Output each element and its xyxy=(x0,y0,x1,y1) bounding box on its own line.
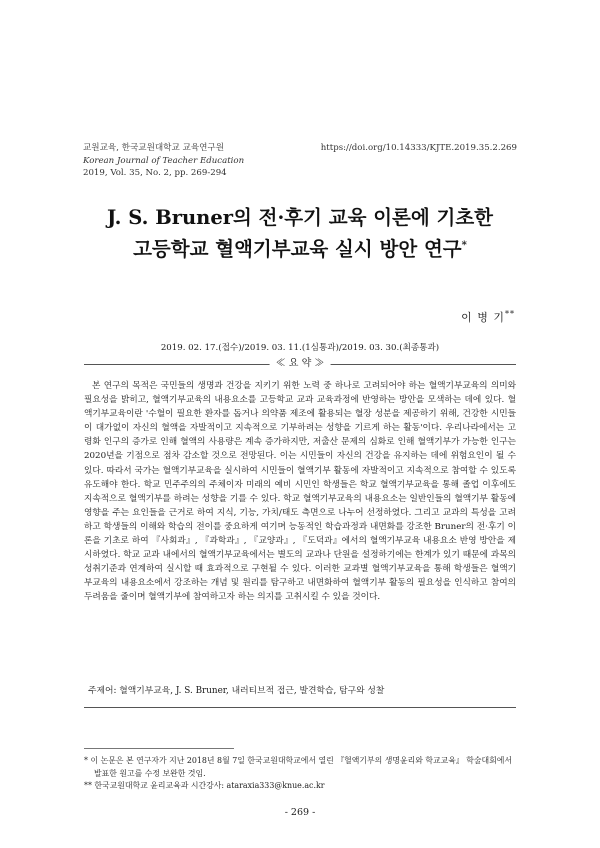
doi-link[interactable]: https://doi.org/10.14333/KJTE.2019.35.2.269 xyxy=(320,143,517,153)
publisher: 교원교육, 한국교원대학교 교육연구원 xyxy=(83,143,225,153)
title-footnote-marker: * xyxy=(461,240,467,251)
title-line-2-text: 고등학교 혈액기부교육 실시 방안 연구 xyxy=(133,237,462,261)
paper-title xyxy=(50,204,550,264)
footnote-2: ** 한국교원대학교 윤리교육과 시간강사: ataraxia333@knue.ac.kr xyxy=(84,781,325,790)
submission-dates: 2019. 02. 17.(접수)/2019. 03. 11.(1심통과)/2019. 03. 30.(최종통과) xyxy=(160,343,440,353)
abstract-bottom-rule xyxy=(84,707,516,708)
footnote-separator xyxy=(84,748,234,749)
journal-header xyxy=(83,142,517,180)
footnotes xyxy=(84,755,516,793)
journal-name-en: Korean Journal of Teacher Education xyxy=(83,155,245,166)
author xyxy=(461,309,515,325)
abstract-heading xyxy=(84,355,516,373)
page-number: - 269 - xyxy=(284,807,316,818)
title-line-1: J. S. Bruner의 전·후기 교육 이론에 기초한 xyxy=(106,206,494,229)
abstract-body: 본 연구의 목적은 국민들의 생명과 건강을 지키기 위한 노력 중 하나로 고려되어야 하는 혈액기부교육의 의미와 필요성을 밝히고, 혈액기부교육의 내용요소를 고등학교 교과 교육과정에 반영하는 방안을 모색하는 데에 있다. 혈액기부교육이란 '수혈이 필요한 환자를 돕거나 의약품 제조에 활용되는 혈장 성분을 제공하기 위해, 건강한 시민들이 대가없이 자신의 혈액을 자발적이고 지속적으로 기부하려는 성향을 기르게 하는 활동'이다. 우리나라에서는 고령화 인구의 증가로 인해 혈액의 사용량은 계속 증가하지만, 저출산 문제의 심화로 인해 혈액기부가 가능한 인구는 2020년을 기점으로 점차 감소할 것으로 전망된다. 이는 시민들이 자신의 건강을 유지하는 데에 위험요인이 될 수 있다. 따라서 국가는 혈액기부교육을 실시하여 시민들이 혈액기부 활동에 자발적이고 지속적으로 참여할 수 있도록 유도해야 한다. 학교 민주주의의 주체이자 미래의 예비 시민인 학생들은 학교 혈액기부교육을 통해 졸업 이후에도 지속적으로 혈액기부를 하려는 성향을 기를 수 있다. 학교 혈액기부교육의 내용요소는 일반인들의 혈액기부 활동에 영향을 주는 요인들을 근거로 하여 지식, 기능, 가치/태도 측면으로 나누어 선정하였다. 그리고 교과의 특성을 고려하고 학생들의 이해와 학습의 전이를 중요하게 여기며 능동적인 학습과정과 내면화를 강조한 Bruner의 전·후기 이론을 기초로 하여 『사회과』, 『과학과』, 『교양과』, 『도덕과』에서의 혈액기부교육 내용요소 반영 방안을 제시하였다. 학교 교과 내에서의 혈액기부교육에서는 별도의 교과나 단원을 설정하기에는 한계가 있기 때문에 과목의 성취기준과 연계하여 실시할 때 효과적으로 구현될 수 있다. 이러한 교과별 혈액기부교육을 통해 학생들은 혈액기부교육의 내용요소에서 강조하는 개념 및 원리를 탐구하고 내면화하여 혈액기부 활동의 필요성을 인식하고 참여의 두려움을 줄이며 혈액기부에 참여하고자 하는 의지를 고취시킬 수 있을 것이다. xyxy=(84,381,516,603)
keywords: 주제어: 혈액기부교육, J. S. Bruner, 내러티브적 접근, 발견학습, 탐구와 성찰 xyxy=(88,686,385,696)
volume-info: 2019, Vol. 35, No. 2, pp. 269-294 xyxy=(83,168,227,178)
title-line-2 xyxy=(50,232,550,264)
abstract-heading-label: ≪ 요 약 ≫ xyxy=(270,355,331,373)
author-name: 이 병 기 xyxy=(461,311,505,324)
author-footnote-marker: ** xyxy=(505,309,515,319)
footnote-1: * 이 논문은 본 연구자가 지난 2018년 8월 7일 한국교원대학교에서 열린 『혈액기부의 생명윤리와 학교교육』 학술대회에서 발표한 원고를 수정 보완한 것임. xyxy=(84,756,512,778)
